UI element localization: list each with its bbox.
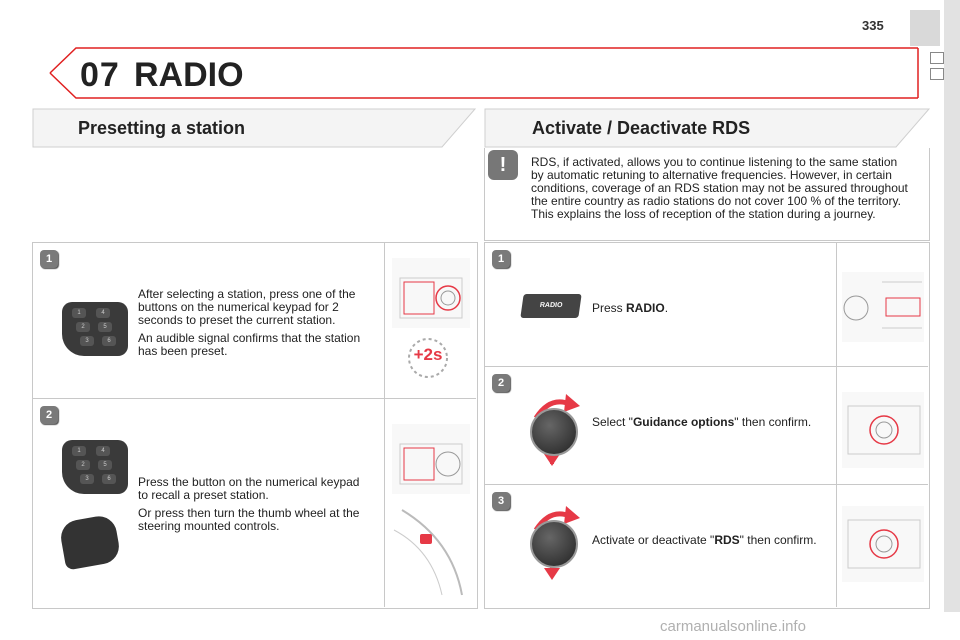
- chapter-number: 07: [80, 56, 120, 94]
- right-step-2-pre: Select ": [592, 415, 633, 429]
- radio-console-image: [842, 272, 924, 342]
- right-step-1-pre: Press: [592, 301, 627, 315]
- right-step-2-text: [592, 416, 822, 429]
- right-step-2-bold: Guidance options: [632, 415, 735, 429]
- preset-key-1: 1: [72, 308, 86, 318]
- preset-key-5: 5: [98, 460, 112, 470]
- warning-icon: !: [488, 150, 518, 180]
- steering-wheel-image: [392, 500, 472, 600]
- keypad-image: [62, 302, 128, 356]
- left-step-2-text: [138, 476, 370, 538]
- right-step-1-bold: RADIO: [626, 301, 665, 315]
- right-step-1-post: .: [664, 301, 669, 315]
- step-number-2: 2: [492, 374, 510, 392]
- left-step-1-para-2: An audible signal confirms that the station has been preset.: [138, 331, 361, 358]
- step-number-1: 1: [492, 250, 510, 268]
- preset-key-3: 3: [80, 474, 94, 484]
- right-step-3-text: [592, 534, 822, 547]
- column-divider: [384, 242, 385, 607]
- step-number-3: 3: [492, 492, 510, 510]
- preset-key-6: 6: [102, 336, 116, 346]
- watermark-text: carmanualsonline.info: [660, 618, 806, 635]
- chapter-title: RADIO: [134, 56, 244, 94]
- step-divider: [484, 366, 928, 367]
- preset-key-3: 3: [80, 336, 94, 346]
- right-step-3-pre: Activate or deactivate ": [592, 533, 715, 547]
- preset-key-6: 6: [102, 474, 116, 484]
- side-strip: [944, 0, 960, 612]
- radio-button-image: RADIO: [520, 294, 581, 318]
- right-step-3-post: " then confirm.: [739, 533, 817, 547]
- right-step-2-post: " then confirm.: [734, 415, 812, 429]
- step-number-2: 2: [40, 406, 58, 424]
- left-step-2-para-1: Press the button on the numerical keypad to recall a preset station.: [138, 475, 360, 502]
- left-section-heading: Presetting a station: [78, 118, 246, 138]
- left-step-2-para-2: Or press then turn the thumb wheel at the steering mounted controls.: [138, 506, 360, 533]
- radio-console-image: [392, 424, 470, 494]
- page-number: 335: [862, 18, 884, 33]
- radio-console-image: [842, 506, 924, 582]
- preset-key-2: 2: [76, 460, 90, 470]
- control-knob-image: [530, 408, 578, 456]
- step-divider: [32, 398, 476, 399]
- radio-console-image: [842, 392, 924, 468]
- column-divider: [836, 242, 837, 607]
- keypad-image: [62, 440, 128, 494]
- right-step-3-bold: RDS: [714, 533, 740, 547]
- left-step-1-text: [138, 288, 370, 363]
- preset-key-5: 5: [98, 322, 112, 332]
- left-step-1-para-1: After selecting a station, press one of the buttons on the numerical keypad for 2 seconds to preset the current station.: [138, 287, 356, 327]
- preset-key-4: 4: [96, 308, 110, 318]
- right-section-heading: Activate / Deactivate RDS: [532, 118, 751, 138]
- step-divider: [484, 484, 928, 485]
- control-knob-image: [530, 520, 578, 568]
- side-tab-box: [930, 68, 944, 80]
- preset-key-2: 2: [76, 322, 90, 332]
- hold-2s-badge: +2s: [413, 345, 443, 364]
- right-step-1-text: [592, 302, 822, 315]
- side-tab-box: [930, 52, 944, 64]
- preset-key-1: 1: [72, 446, 86, 456]
- warning-text: RDS, if activated, allows you to continue listening to the same station by automatic retuning to alternative frequencies. However, in certain conditions, coverage of an RDS station may not be assured throughout the entire country as radio stations do not cover 100 % of the territory. This explains the loss of reception of the station during a journey.: [531, 155, 908, 221]
- preset-key-4: 4: [96, 446, 110, 456]
- step-number-1: 1: [40, 250, 58, 268]
- radio-console-image: [392, 258, 470, 328]
